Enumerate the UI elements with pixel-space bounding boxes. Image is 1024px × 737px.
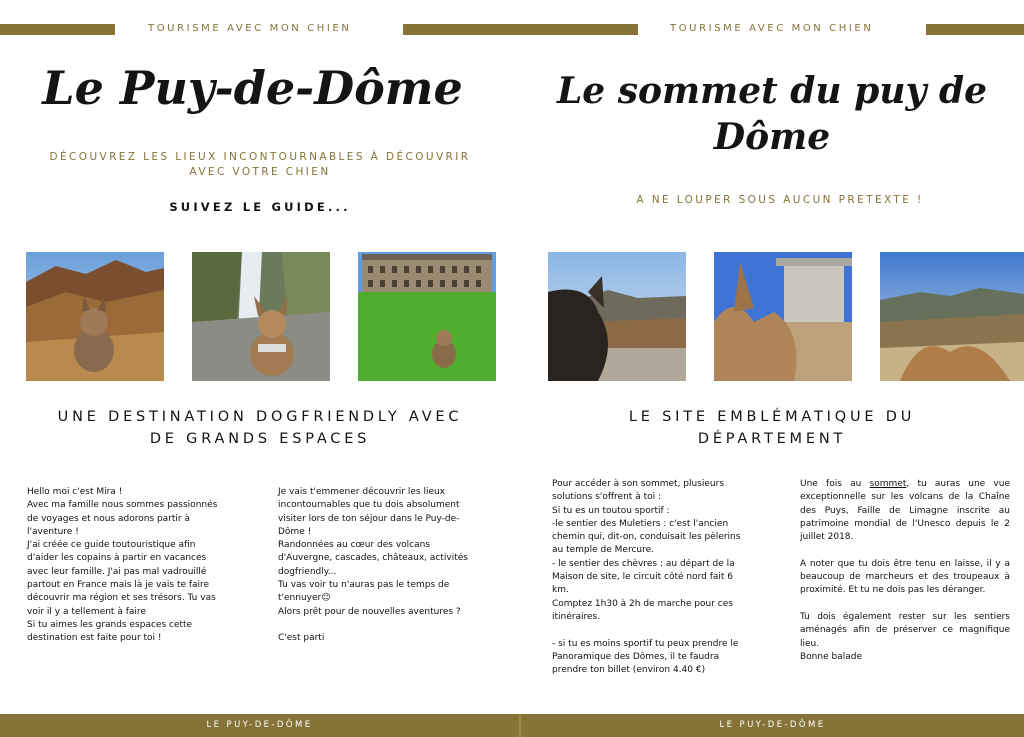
page-title bbox=[520, 68, 1024, 160]
footer-bar bbox=[521, 714, 1024, 737]
header-bar-right bbox=[926, 24, 1024, 35]
paragraph: Pour accéder à son sommet, plusieurs solutions s'offrent à toi : bbox=[552, 479, 725, 503]
footer-label: LE PUY-DE-DÔME bbox=[206, 720, 313, 730]
paragraph: Si tu aimes les grands espaces cette destination est faite pour toi ! bbox=[27, 619, 193, 644]
text-run: Une fois au bbox=[800, 479, 870, 489]
footer-label: LE PUY-DE-DÔME bbox=[719, 720, 826, 730]
paragraph: Alors prêt pour de nouvelles aventures ? bbox=[278, 606, 461, 617]
footer-bar bbox=[0, 714, 519, 737]
right-page bbox=[520, 0, 1024, 737]
photo-dog-waterfall bbox=[192, 252, 330, 381]
section-heading-line: DE GRANDS ESPACES bbox=[149, 431, 371, 447]
paragraph: Bonne balade bbox=[800, 651, 862, 662]
photo-dog-ear-view bbox=[548, 252, 686, 381]
page-subtitle: A NE LOUPER SOUS AUCUN PRETEXTE ! bbox=[636, 194, 924, 206]
header-bar-right bbox=[403, 24, 520, 35]
section-heading-line: DÉPARTEMENT bbox=[697, 431, 847, 447]
photo-dog-landscape bbox=[880, 252, 1024, 381]
header-label: TOURISME AVEC MON CHIEN bbox=[670, 23, 874, 34]
header-bar-left bbox=[520, 24, 638, 35]
paragraph: Comptez 1h30 à 2h de marche pour ces itinéraires. bbox=[552, 598, 733, 622]
text-run: , tu auras une vue exceptionnelle sur les volcans de la Chaîne des Puys, Faille de Limagne inscrite au patrimoine mondial de l'Unesco depuis le 2 juillet 2018. bbox=[800, 479, 1010, 543]
paragraph: -le sentier des Muletiers : c'est l'ancien chemin qui, dit-on, conduisait les pèlerins au temple de Mercure. bbox=[552, 518, 741, 556]
paragraph: - si tu es moins sportif tu peux prendre le Panoramique des Dômes, il te faudra prendre ton billet (environ 4.40 €) bbox=[552, 638, 739, 676]
page-title: Le Puy-de-Dôme bbox=[42, 61, 463, 115]
paragraph bbox=[800, 478, 1010, 544]
intro-column bbox=[27, 486, 227, 646]
subtitle-line: DÉCOUVREZ LES LIEUX INCONTOURNABLES À DÉCOUVRIR bbox=[49, 151, 471, 163]
section-heading-line: UNE DESTINATION DOGFRIENDLY AVEC bbox=[57, 409, 463, 425]
paragraph: - le sentier des chèvres : au départ de la Maison de site, le circuit côté nord fait 6 km. bbox=[552, 558, 735, 596]
summit-link[interactable]: sommet bbox=[869, 479, 907, 489]
header-label: TOURISME AVEC MON CHIEN bbox=[148, 23, 352, 34]
paragraph: Tu vas voir tu n'auras pas le temps de t'ennuyer☺ bbox=[278, 580, 450, 604]
summit-column bbox=[800, 478, 1010, 664]
paragraph: Randonnées au cœur des volcans d'Auvergne, cascades, châteaux, activités dogfriendly... bbox=[278, 540, 468, 577]
guide-column bbox=[278, 486, 483, 646]
section-heading bbox=[520, 406, 1024, 450]
paragraph: A noter que tu dois être tenu en laisse, il y a beaucoup de marcheurs et des troupeaux à proximité. Et tu ne dois pas les déranger. bbox=[800, 558, 1010, 596]
paragraph: Hello moi c'est Mira ! bbox=[27, 487, 123, 497]
paragraph: J'ai créée ce guide toutouristique afin d'aider les copains à partir en vacances avec leur famille. J'ai pas mal vadrouillé partout en France mais là je vais te faire découvrir ma région et ses trésors. Tu vas voir il y a tellement à faire bbox=[27, 540, 216, 617]
section-heading bbox=[20, 406, 500, 450]
guide-heading: SUIVEZ LE GUIDE... bbox=[169, 200, 351, 214]
paragraph: C'est parti bbox=[278, 633, 325, 644]
title-line: Le sommet du puy de bbox=[556, 70, 988, 112]
access-column bbox=[552, 478, 750, 677]
paragraph: Si tu es un toutou sportif : bbox=[552, 505, 670, 516]
paragraph: Avec ma famille nous sommes passionnés de voyages et nous adorons partir à l'aventure ! bbox=[27, 500, 218, 537]
title-line: Dôme bbox=[713, 116, 831, 158]
page-subtitle bbox=[0, 150, 520, 180]
photo-dog-temple bbox=[714, 252, 852, 381]
subtitle-line: AVEC VOTRE CHIEN bbox=[189, 166, 331, 178]
paragraph: Je vais t'emmener découvrir les lieux incontournables que tu dois absolument visiter lors de ton séjour dans le Puy-de-Dôme ! bbox=[278, 487, 460, 537]
header-bar-left bbox=[0, 24, 115, 35]
photo-dog-chateau bbox=[358, 252, 496, 381]
paragraph: Tu dois également rester sur les sentiers aménagés afin de préserver ce magnifique lieu. bbox=[800, 611, 1010, 649]
section-heading-line: LE SITE EMBLÉMATIQUE DU bbox=[628, 409, 916, 425]
photo-dog-mountain bbox=[26, 252, 164, 381]
